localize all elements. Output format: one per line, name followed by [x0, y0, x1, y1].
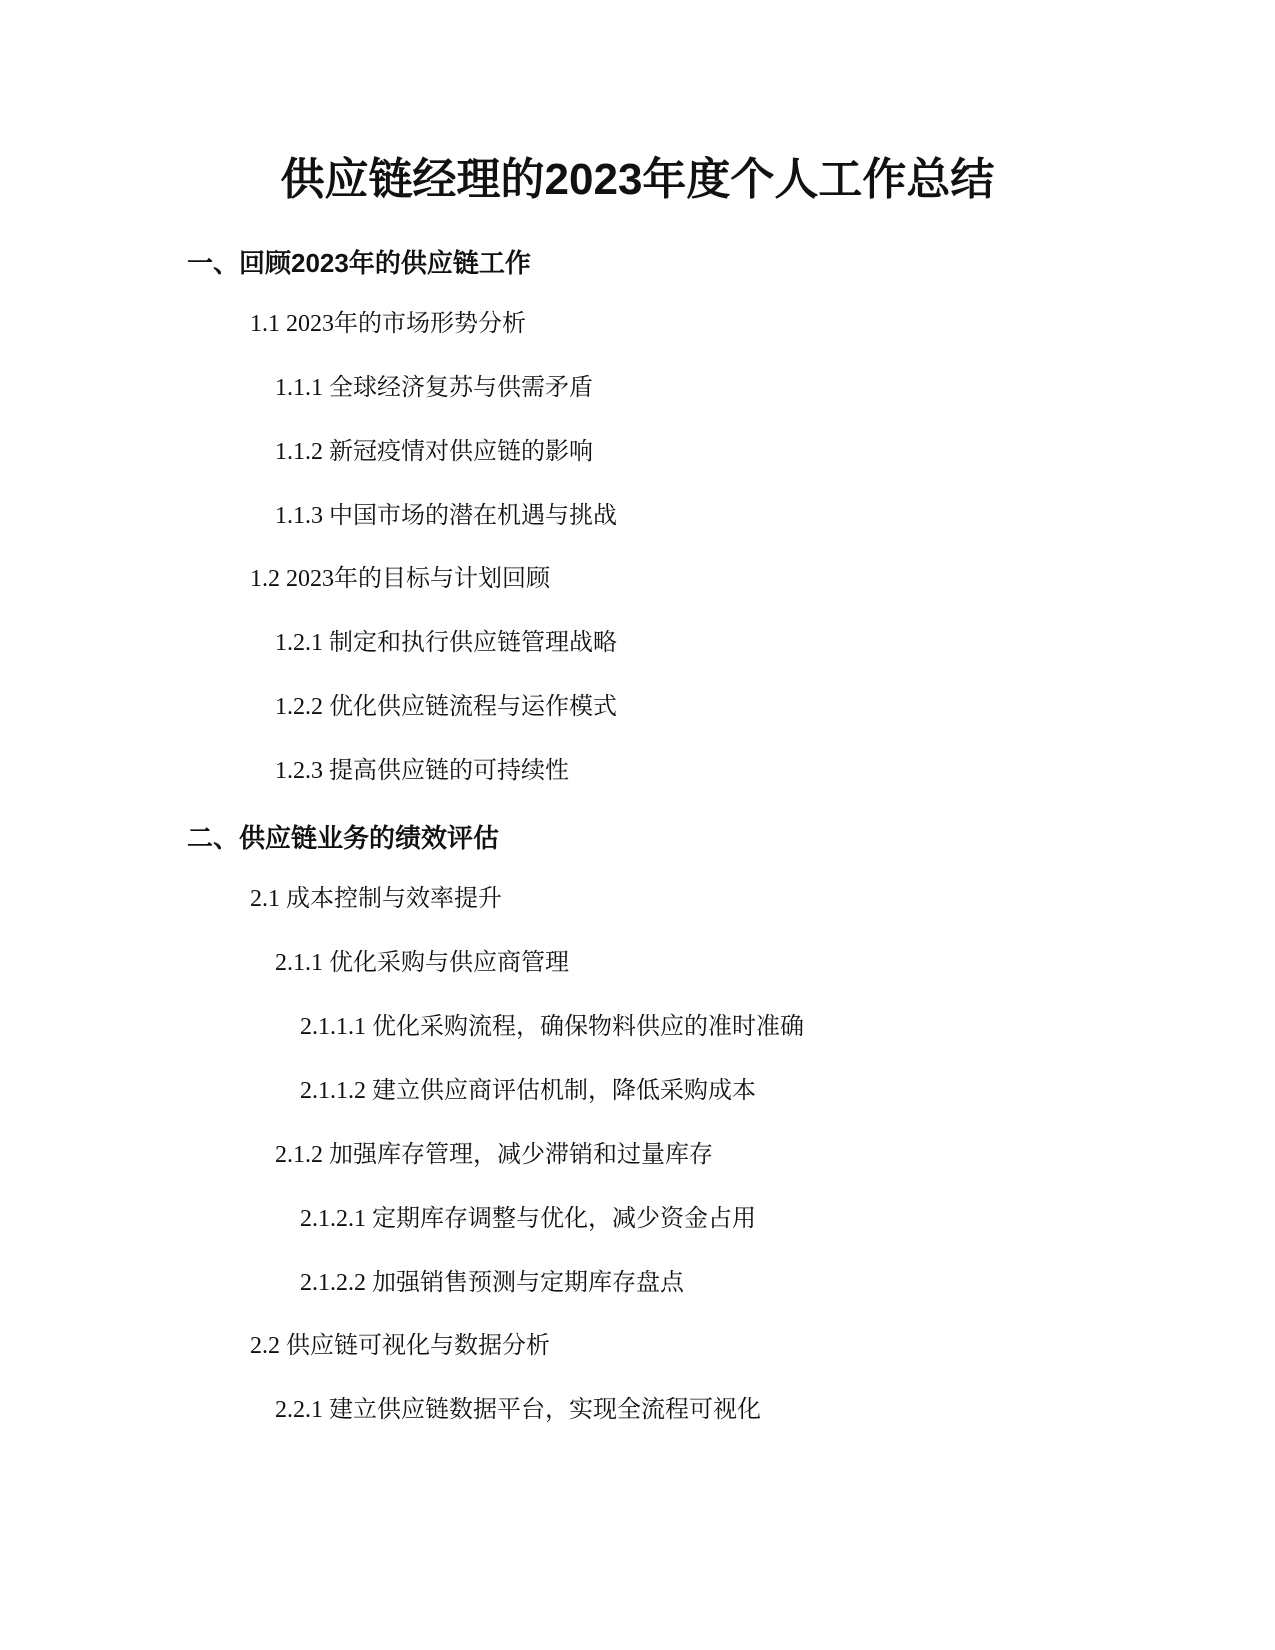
outline-item: 1.1.2 新冠疫情对供应链的影响	[275, 439, 593, 465]
section-heading-1: 一、回顾2023年的供应链工作	[187, 248, 531, 278]
outline-item: 2.2.1 建立供应链数据平台，实现全流程可视化	[275, 1397, 761, 1423]
outline-subitem: 2.1.2.2 加强销售预测与定期库存盘点	[300, 1270, 684, 1296]
subsection-heading: 2.2 供应链可视化与数据分析	[250, 1333, 550, 1359]
outline-item: 1.2.2 优化供应链流程与运作模式	[275, 694, 617, 720]
outline-item: 1.2.3 提高供应链的可持续性	[275, 758, 569, 784]
outline-item: 1.1.1 全球经济复苏与供需矛盾	[275, 375, 593, 401]
outline-item: 1.2.1 制定和执行供应链管理战略	[275, 630, 617, 656]
outline-item: 2.1.2 加强库存管理，减少滞销和过量库存	[275, 1142, 713, 1168]
outline-subitem: 2.1.2.1 定期库存调整与优化，减少资金占用	[300, 1206, 756, 1232]
outline-item: 1.1.3 中国市场的潜在机遇与挑战	[275, 503, 617, 529]
subsection-heading: 1.1 2023年的市场形势分析	[250, 311, 526, 337]
document-title: 供应链经理的2023年度个人工作总结	[280, 155, 995, 204]
outline-subitem: 2.1.1.2 建立供应商评估机制，降低采购成本	[300, 1078, 756, 1104]
outline-item: 2.1.1 优化采购与供应商管理	[275, 950, 569, 976]
outline-subitem: 2.1.1.1 优化采购流程，确保物料供应的准时准确	[300, 1014, 804, 1040]
subsection-heading: 2.1 成本控制与效率提升	[250, 886, 502, 912]
section-heading-2: 二、供应链业务的绩效评估	[187, 823, 500, 853]
subsection-heading: 1.2 2023年的目标与计划回顾	[250, 566, 550, 592]
